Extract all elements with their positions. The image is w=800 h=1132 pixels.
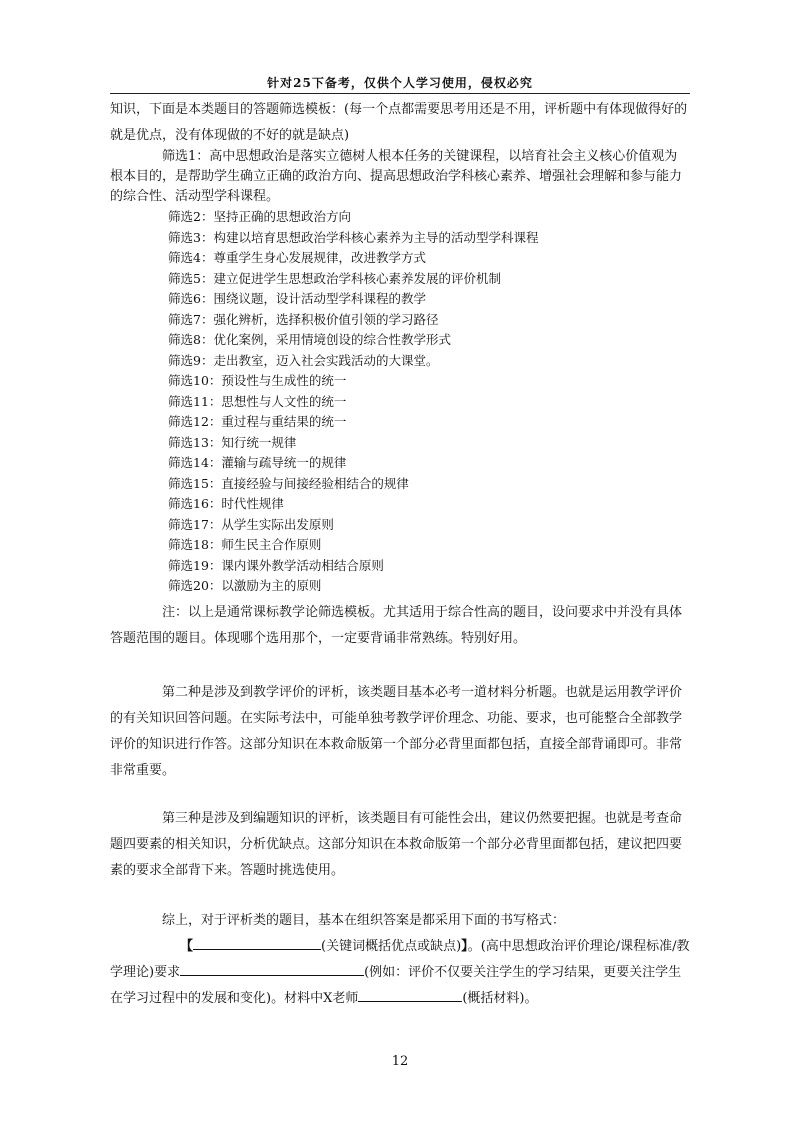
screening-item: 筛选20：以激励为主的原则 [168,578,322,593]
screening-item: 筛选19：课内课外教学活动相结合原则 [168,557,384,573]
material-hint: (概括材料)。 [462,991,538,1006]
screening-item: 筛选3：构建以培育思想政治学科核心素养为主导的活动型学科课程 [168,229,539,245]
header-divider [110,93,690,94]
screening-item: 筛选4：尊重学生身心发展规律，改进教学方式 [168,250,426,265]
screening-item: 筛选18：师生民主合作原则 [168,537,322,552]
screening-item: 筛选9：走出教室，迈入社会实践活动的大课堂。 [168,352,439,368]
screening-item: 筛选13：知行统一规律 [168,434,297,450]
format-requirement: 。(高中思想政治评价理论/课程标准/教学理论)要求 [110,939,690,980]
note-paragraph: 注：以上是通常课标教学论筛选模板。尤其适用于综合性高的题目，设问要求中并没有具体答题范围的题目。体现哪个选用那个，一定要背诵非常熟练。特别好用。 [110,605,683,646]
screening-item: 筛选11：思想性与人文性的统一 [168,393,347,409]
keyword-blank [193,935,321,950]
format-example: (例如：评价不仅要关注学生的学习结果，更要关注学生在学习过程中的发展和变化)。材料中X老师 [110,965,682,1006]
screening-item: 筛选2：坚持正确的思想政治方向 [168,209,351,224]
evaluation-paragraph: 第二种是涉及到教学评价的评析，该类题目基本必考一道材料分析题。也就是运用教学评价的有关知识回答问题。在实际考法中，可能单独考教学评价理念、功能、要求，也可能整合全部教学评价的知识进行作答。这部分知识在本救命版第一个部分必背里面都包括，直接全部背诵即可。非常非常重要。 [110,685,683,778]
page-number: 12 [391,1054,409,1069]
screening-item: 筛选10：预设性与生成性的统一 [168,373,347,388]
screening-item: 筛选15：直接经验与间接经验相结合的规律 [168,475,409,491]
test-design-paragraph: 第三种是涉及到编题知识的评析，该类题目有可能性会出，建议仍然要把握。也就是考查命题四要素的相关知识，分析优缺点。这部分知识在本救命版第一个部分必背里面都包括，建议把四要素的要求全部背下来。答题时挑选使用。 [110,811,683,878]
summary-intro: 综上，对于评析类的题目，基本在组织答案是都采用下面的书写格式： [162,913,566,928]
screening-item: 筛选7：强化辨析，选择积极价值引领的学习路径 [168,311,439,327]
screening-item: 筛选5：建立促进学生思想政治学科核心素养发展的评价机制 [168,270,501,286]
bracket-close: 】 [461,939,468,954]
keyword-hint: (关键词概括优点或缺点) [321,939,462,954]
screening-item: 筛选14：灌输与疏导统一的规律 [168,455,347,470]
intro-paragraph: 知识，下面是本类题目的答题筛选模板：(每一个点都需要思考用还是不用，评析题中有体现做得好的就是优点，没有体现做的不好的就是缺点) [110,102,688,143]
screening-item: 筛选16：时代性规律 [168,496,284,511]
screening-item: 筛选6：围绕议题，设计活动型学科课程的教学 [168,291,426,306]
answer-format [110,934,690,1012]
bracket-open: 【 [180,939,194,954]
screening-item: 筛选17：从学生实际出发原则 [168,516,334,532]
page-header: 针对25下备考，仅供个人学习使用，侵权必究 [267,76,533,90]
screening-item: 筛选12：重过程与重结果的统一 [168,414,347,429]
material-blank [358,987,462,1002]
screening-list [168,207,688,597]
requirement-blank [180,961,364,976]
screening-item: 筛选8：优化案例，采用情境创设的综合性教学形式 [168,332,451,347]
screening-item-1: 筛选1：高中思想政治是落实立德树人根本任务的关键课程，以培育社会主义核心价值观为根本目的，是帮助学生确立正确的政治方向、提高思想政治学科核心素养、增强社会理解和参与能力的综合性、活动型学科课程。 [110,149,683,204]
